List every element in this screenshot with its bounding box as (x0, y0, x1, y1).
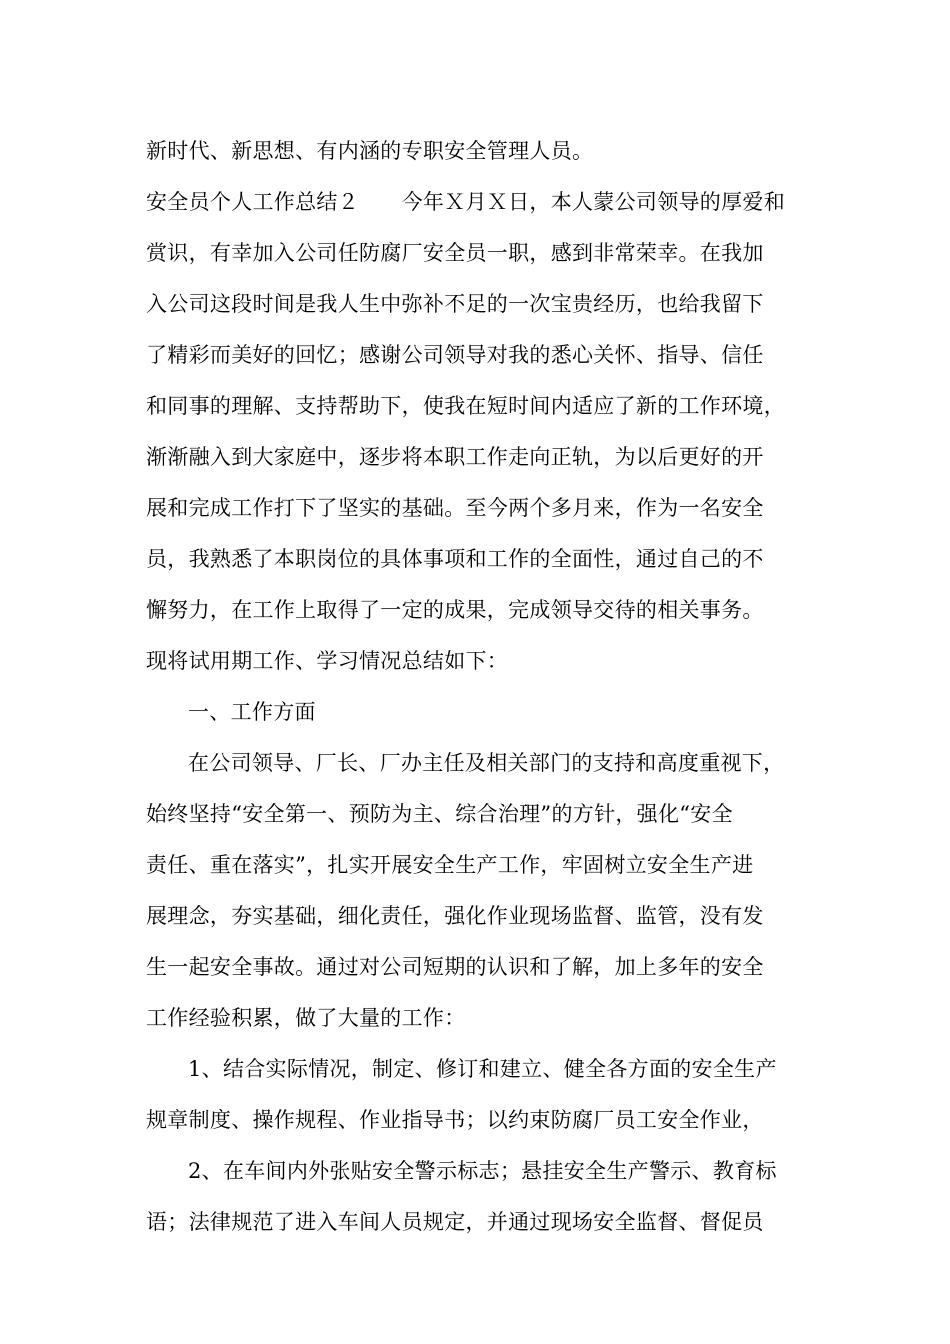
body-line: 现将试用期工作、学习情况总结如下： (146, 649, 509, 673)
body-line: 员，我熟悉了本职岗位的具体事项和工作的全面性，通过自己的不 (146, 547, 764, 571)
body-line: 工作经验积累，做了大量的工作： (146, 1006, 466, 1030)
list-item-2-start: 2、在车间内外张贴安全警示标志；悬挂安全生产警示、教育标 (188, 1159, 777, 1183)
section-heading: 一、工作方面 (188, 700, 316, 724)
body-line: 语；法律规范了进入车间人员规定，并通过现场安全监督、督促员 (146, 1210, 764, 1234)
body-line: 入公司这段时间是我人生中弥补不足的一次宝贵经历，也给我留下 (146, 292, 764, 316)
document-body (146, 126, 811, 1248)
body-line: 生一起安全事故。通过对公司短期的认识和了解，加上多年的安全 (146, 955, 764, 979)
body-line: 展理念，夯实基础，细化责任，强化作业现场监督、监管，没有发 (146, 904, 764, 928)
body-line: 了精彩而美好的回忆；感谢公司领导对我的悉心关怀、指导、信任 (146, 343, 764, 367)
paragraph-start-line: 在公司领导、厂长、厂办主任及相关部门的支持和高度重视下， (188, 751, 785, 775)
body-line: 新时代、新思想、有内涵的专职安全管理人员。 (146, 139, 594, 163)
body-line: 规章制度、操作规程、作业指导书；以约束防腐厂员工安全作业， (146, 1108, 764, 1132)
body-line: 赏识，有幸加入公司任防腐厂安全员一职，感到非常荣幸。在我加 (146, 241, 764, 265)
body-line: 和同事的理解、支持帮助下，使我在短时间内适应了新的工作环境， (146, 394, 785, 418)
body-line: 始终坚持“安全第一、预防为主、综合治理”的方针，强化“安全 (146, 802, 733, 826)
body-line: 懈努力，在工作上取得了一定的成果，完成领导交待的相关事务。 (146, 598, 764, 622)
body-line: 渐渐融入到大家庭中，逐步将本职工作走向正轨，为以后更好的开 (146, 445, 764, 469)
summary-heading-line: 安全员个人工作总结２ 今年Ｘ月Ｘ日，本人蒙公司领导的厚爱和 (146, 190, 785, 214)
list-item-1-start: 1、结合实际情况，制定、修订和建立、健全各方面的安全生产 (188, 1057, 777, 1081)
body-line: 责任、重在落实”，扎实开展安全生产工作，牢固树立安全生产进 (146, 853, 754, 877)
body-line: 展和完成工作打下了坚实的基础。至今两个多月来，作为一名安全 (146, 496, 764, 520)
